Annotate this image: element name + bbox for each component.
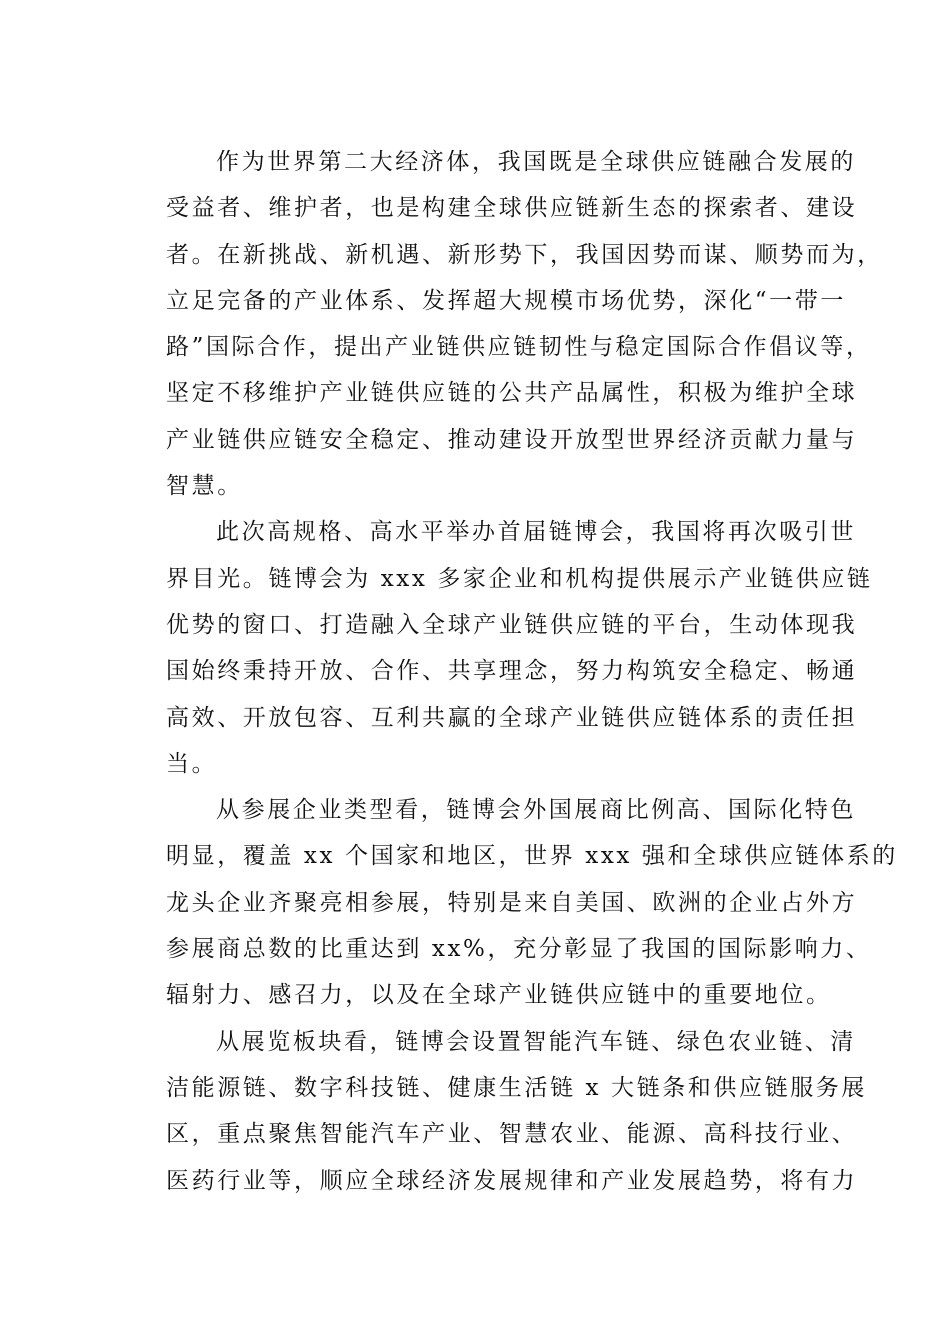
text-line: 辐射力、感召力，以及在全球产业链供应链中的重要地位。 xyxy=(166,982,832,1009)
text-line: 作为世界第二大经济体，我国既是全球供应链融合发展的 xyxy=(216,149,856,175)
text-line: 从展览板块看，链博会设置智能汽车链、绿色农业链、清 xyxy=(216,1028,856,1055)
text-line: 参展商总数的比重达到 xx%，充分彰显了我国的国际影响力、 xyxy=(166,936,872,963)
paragraph-2 xyxy=(120,509,873,787)
text-line: 龙头企业齐聚亮相参展，特别是来自美国、欧洲的企业占外方 xyxy=(166,889,858,916)
text-line: 从参展企业类型看，链博会外国展商比例高、国际化特色 xyxy=(216,797,856,824)
text-line: 洁能源链、数字科技链、健康生活链 x 大链条和供应链服务展 xyxy=(166,1074,867,1101)
text-line: 高效、开放包容、互利共赢的全球产业链供应链体系的责任担 xyxy=(166,704,858,731)
text-line: 坚定不移维护产业链供应链的公共产品属性，积极为维护全球 xyxy=(166,380,858,407)
document-body xyxy=(120,139,898,1204)
text-line: 路”国际合作，提出产业链供应链韧性与稳定国际合作倡议等， xyxy=(166,334,872,361)
text-line: 产业链供应链安全稳定、推动建设开放型世界经济贡献力量与 xyxy=(166,426,858,453)
text-line: 当。 xyxy=(166,750,218,777)
text-line: 明显，覆盖 xx 个国家和地区，世界 xxx 强和全球供应链体系的 xyxy=(166,843,898,870)
paragraph-1 xyxy=(120,139,883,509)
text-line: 医药行业等，顺应全球经济发展规律和产业发展趋势，将有力 xyxy=(166,1167,858,1194)
text-line: 界目光。链博会为 xxx 多家企业和机构提供展示产业链供应链 xyxy=(166,565,873,592)
text-line: 优势的窗口、打造融入全球产业链供应链的平台，生动体现我 xyxy=(166,611,858,638)
text-line: 区，重点聚焦智能汽车产业、智慧农业、能源、高科技行业、 xyxy=(166,1121,858,1148)
text-line: 国始终秉持开放、合作、共享理念，努力构筑安全稳定、畅通 xyxy=(166,658,858,685)
text-line: 者。在新挑战、新机遇、新形势下，我国因势而谋、顺势而为， xyxy=(166,241,883,268)
paragraph-4 xyxy=(120,1019,867,1204)
paragraph-3 xyxy=(120,787,898,1018)
text-line: 受益者、维护者，也是构建全球供应链新生态的探索者、建设 xyxy=(166,195,858,222)
text-line: 立足完备的产业体系、发挥超大规模市场优势，深化“一带一 xyxy=(166,287,846,314)
text-line: 智慧。 xyxy=(166,473,243,500)
text-line: 此次高规格、高水平举办首届链博会，我国将再次吸引世 xyxy=(216,519,856,546)
